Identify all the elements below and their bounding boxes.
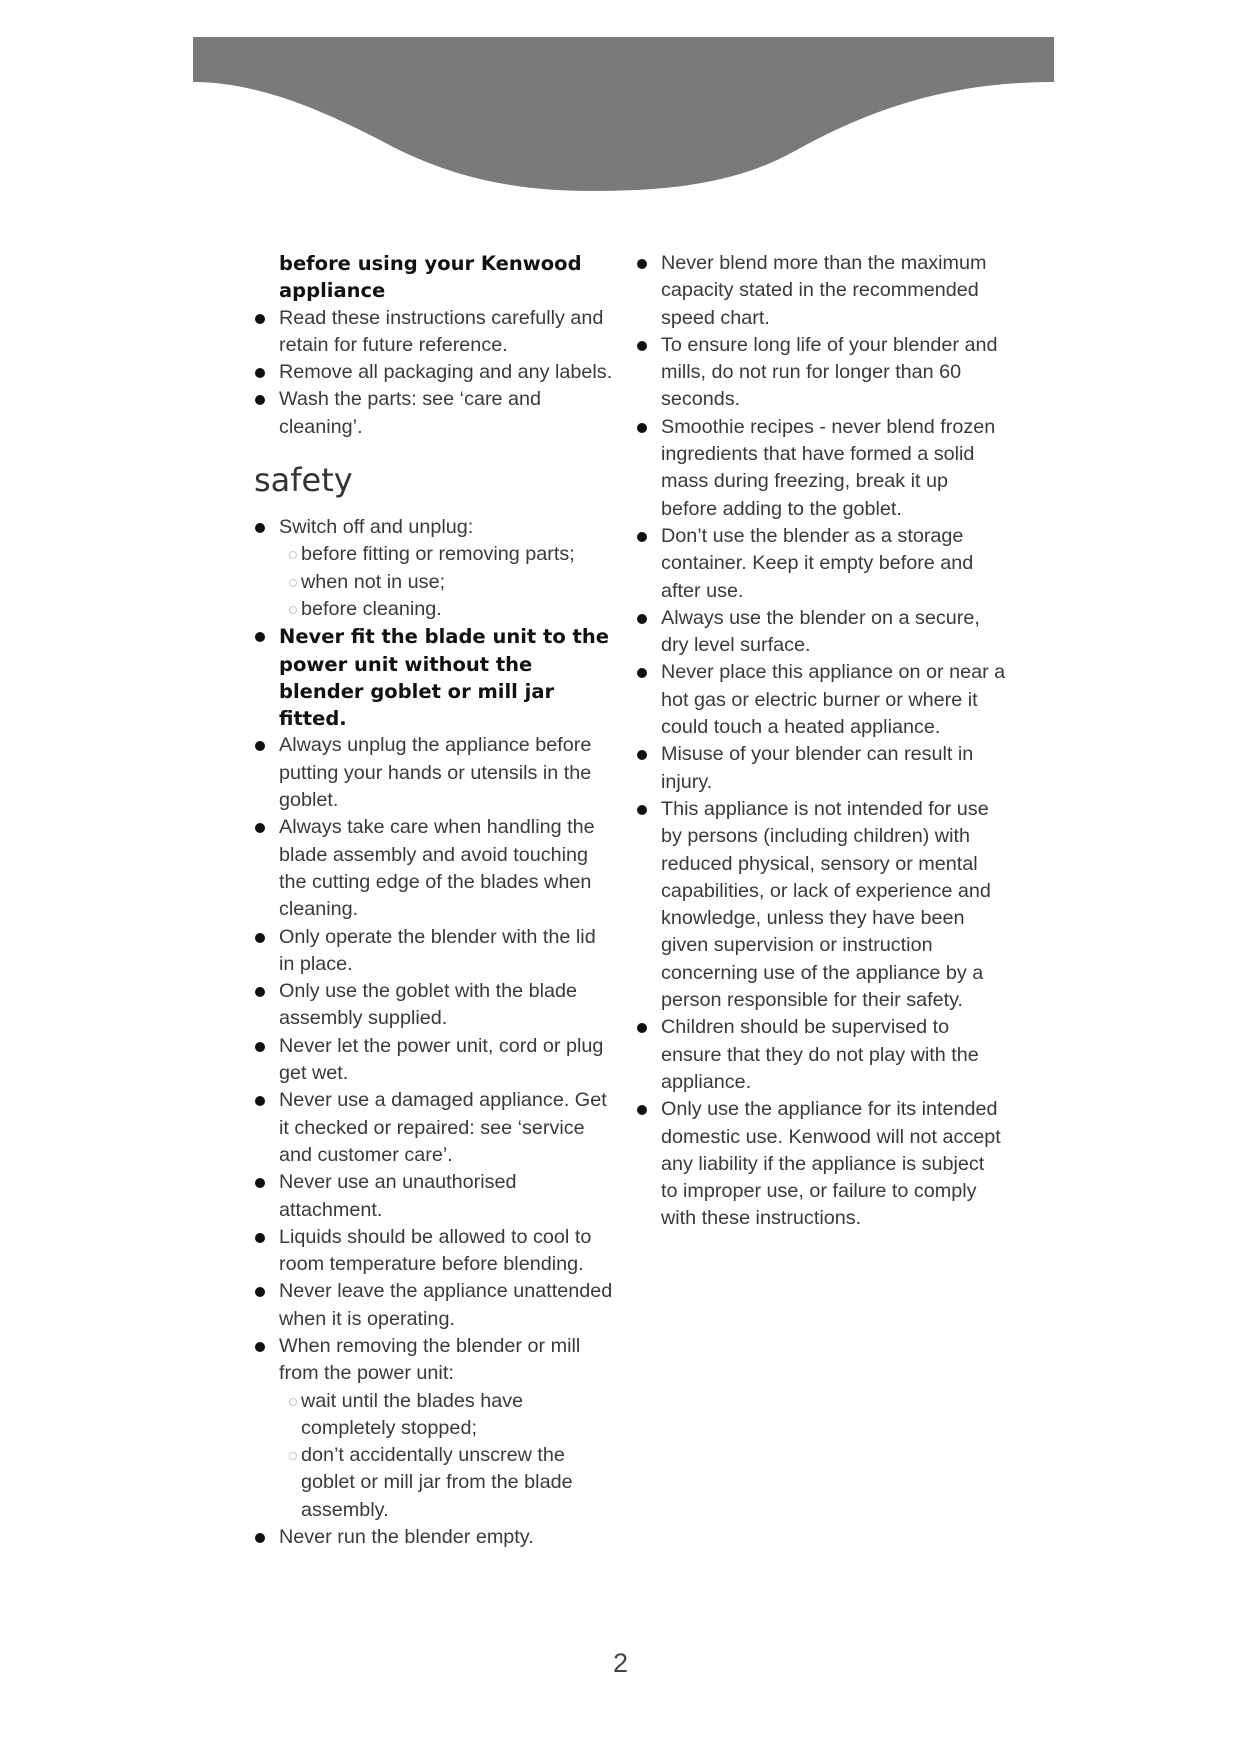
list-item: Never blend more than the maximum capacity stated in the recommended speed chart. [636, 250, 1006, 332]
list-item: Only use the appliance for its intended domestic use. Kenwood will not accept any liability if the appliance is subject to improper use, or failure to comply with these instructions. [636, 1096, 1006, 1232]
list-item: Always take care when handling the blade assembly and avoid touching the cutting edge of the blades when cleaning. [254, 814, 614, 923]
list-item: To ensure long life of your blender and mills, do not run for longer than 60 seconds. [636, 332, 1006, 414]
list-item: Misuse of your blender can result in injury. [636, 741, 1006, 796]
list-item-text: When removing the blender or mill from the power unit: [279, 1334, 581, 1385]
sub-list-item: when not in use; [279, 569, 614, 596]
sub-list-item: don’t accidentally unscrew the goblet or mill jar from the blade assembly. [279, 1442, 614, 1524]
list-item: Never use a damaged appliance. Get it checked or repaired: see ‘service and customer care’. [254, 1087, 614, 1169]
list-item: Never let the power unit, cord or plug get wet. [254, 1033, 614, 1088]
sub-list-item: before fitting or removing parts; [279, 541, 614, 568]
list-item-switch-off [254, 514, 614, 623]
list-item: Only operate the blender with the lid in place. [254, 924, 614, 979]
safety-list-left [254, 514, 614, 1551]
list-item: Never place this appliance on or near a hot gas or electric burner or where it could touch a heated appliance. [636, 659, 1006, 741]
list-item: Remove all packaging and any labels. [254, 359, 614, 386]
list-item: Don’t use the blender as a storage container. Keep it empty before and after use. [636, 523, 1006, 605]
header-banner [193, 37, 1054, 191]
section-title-safety: safety [254, 461, 353, 500]
right-column [636, 250, 1006, 1233]
list-item: Children should be supervised to ensure that they do not play with the appliance. [636, 1014, 1006, 1096]
list-item: Never use an unauthorised attachment. [254, 1169, 614, 1224]
list-item: Always use the blender on a secure, dry level surface. [636, 605, 1006, 660]
list-item: Always unplug the appliance before putting your hands or utensils in the goblet. [254, 732, 614, 814]
sub-list-item: before cleaning. [279, 596, 614, 623]
intro-list [254, 305, 614, 441]
list-item-text: Switch off and unplug: [279, 516, 474, 539]
header-banner-shape [193, 37, 1054, 191]
page-number: 2 [612, 1648, 629, 1678]
safety-list-right [636, 250, 1006, 1233]
sub-list [279, 1388, 614, 1524]
list-item: Wash the parts: see ‘care and cleaning’. [254, 386, 614, 441]
blade-warning: Never fit the blade unit to the power unit without the blender goblet or mill jar fitted. [254, 623, 614, 732]
list-item: Read these instructions carefully and retain for future reference. [254, 305, 614, 360]
list-item: Liquids should be allowed to cool to room temperature before blending. [254, 1224, 614, 1279]
list-item: Only use the goblet with the blade assembly supplied. [254, 978, 614, 1033]
list-item: Smoothie recipes - never blend frozen ingredients that have formed a solid mass during freezing, break it up before adding to the goblet. [636, 414, 1006, 523]
list-item: Never leave the appliance unattended when it is operating. [254, 1278, 614, 1333]
list-item: Never run the blender empty. [254, 1524, 614, 1551]
list-item-removing [254, 1333, 614, 1524]
intro-heading: before using your Kenwood appliance [279, 252, 582, 303]
list-item: This appliance is not intended for use by persons (including children) with reduced physical, sensory or mental capabilities, or lack of experience and knowledge, unless they have been given supervision or instruction concerning use of the appliance by a person responsible for their safety. [636, 796, 1006, 1014]
left-column [254, 250, 614, 1551]
sub-list-item: wait until the blades have completely stopped; [279, 1388, 614, 1443]
sub-list [279, 541, 614, 623]
